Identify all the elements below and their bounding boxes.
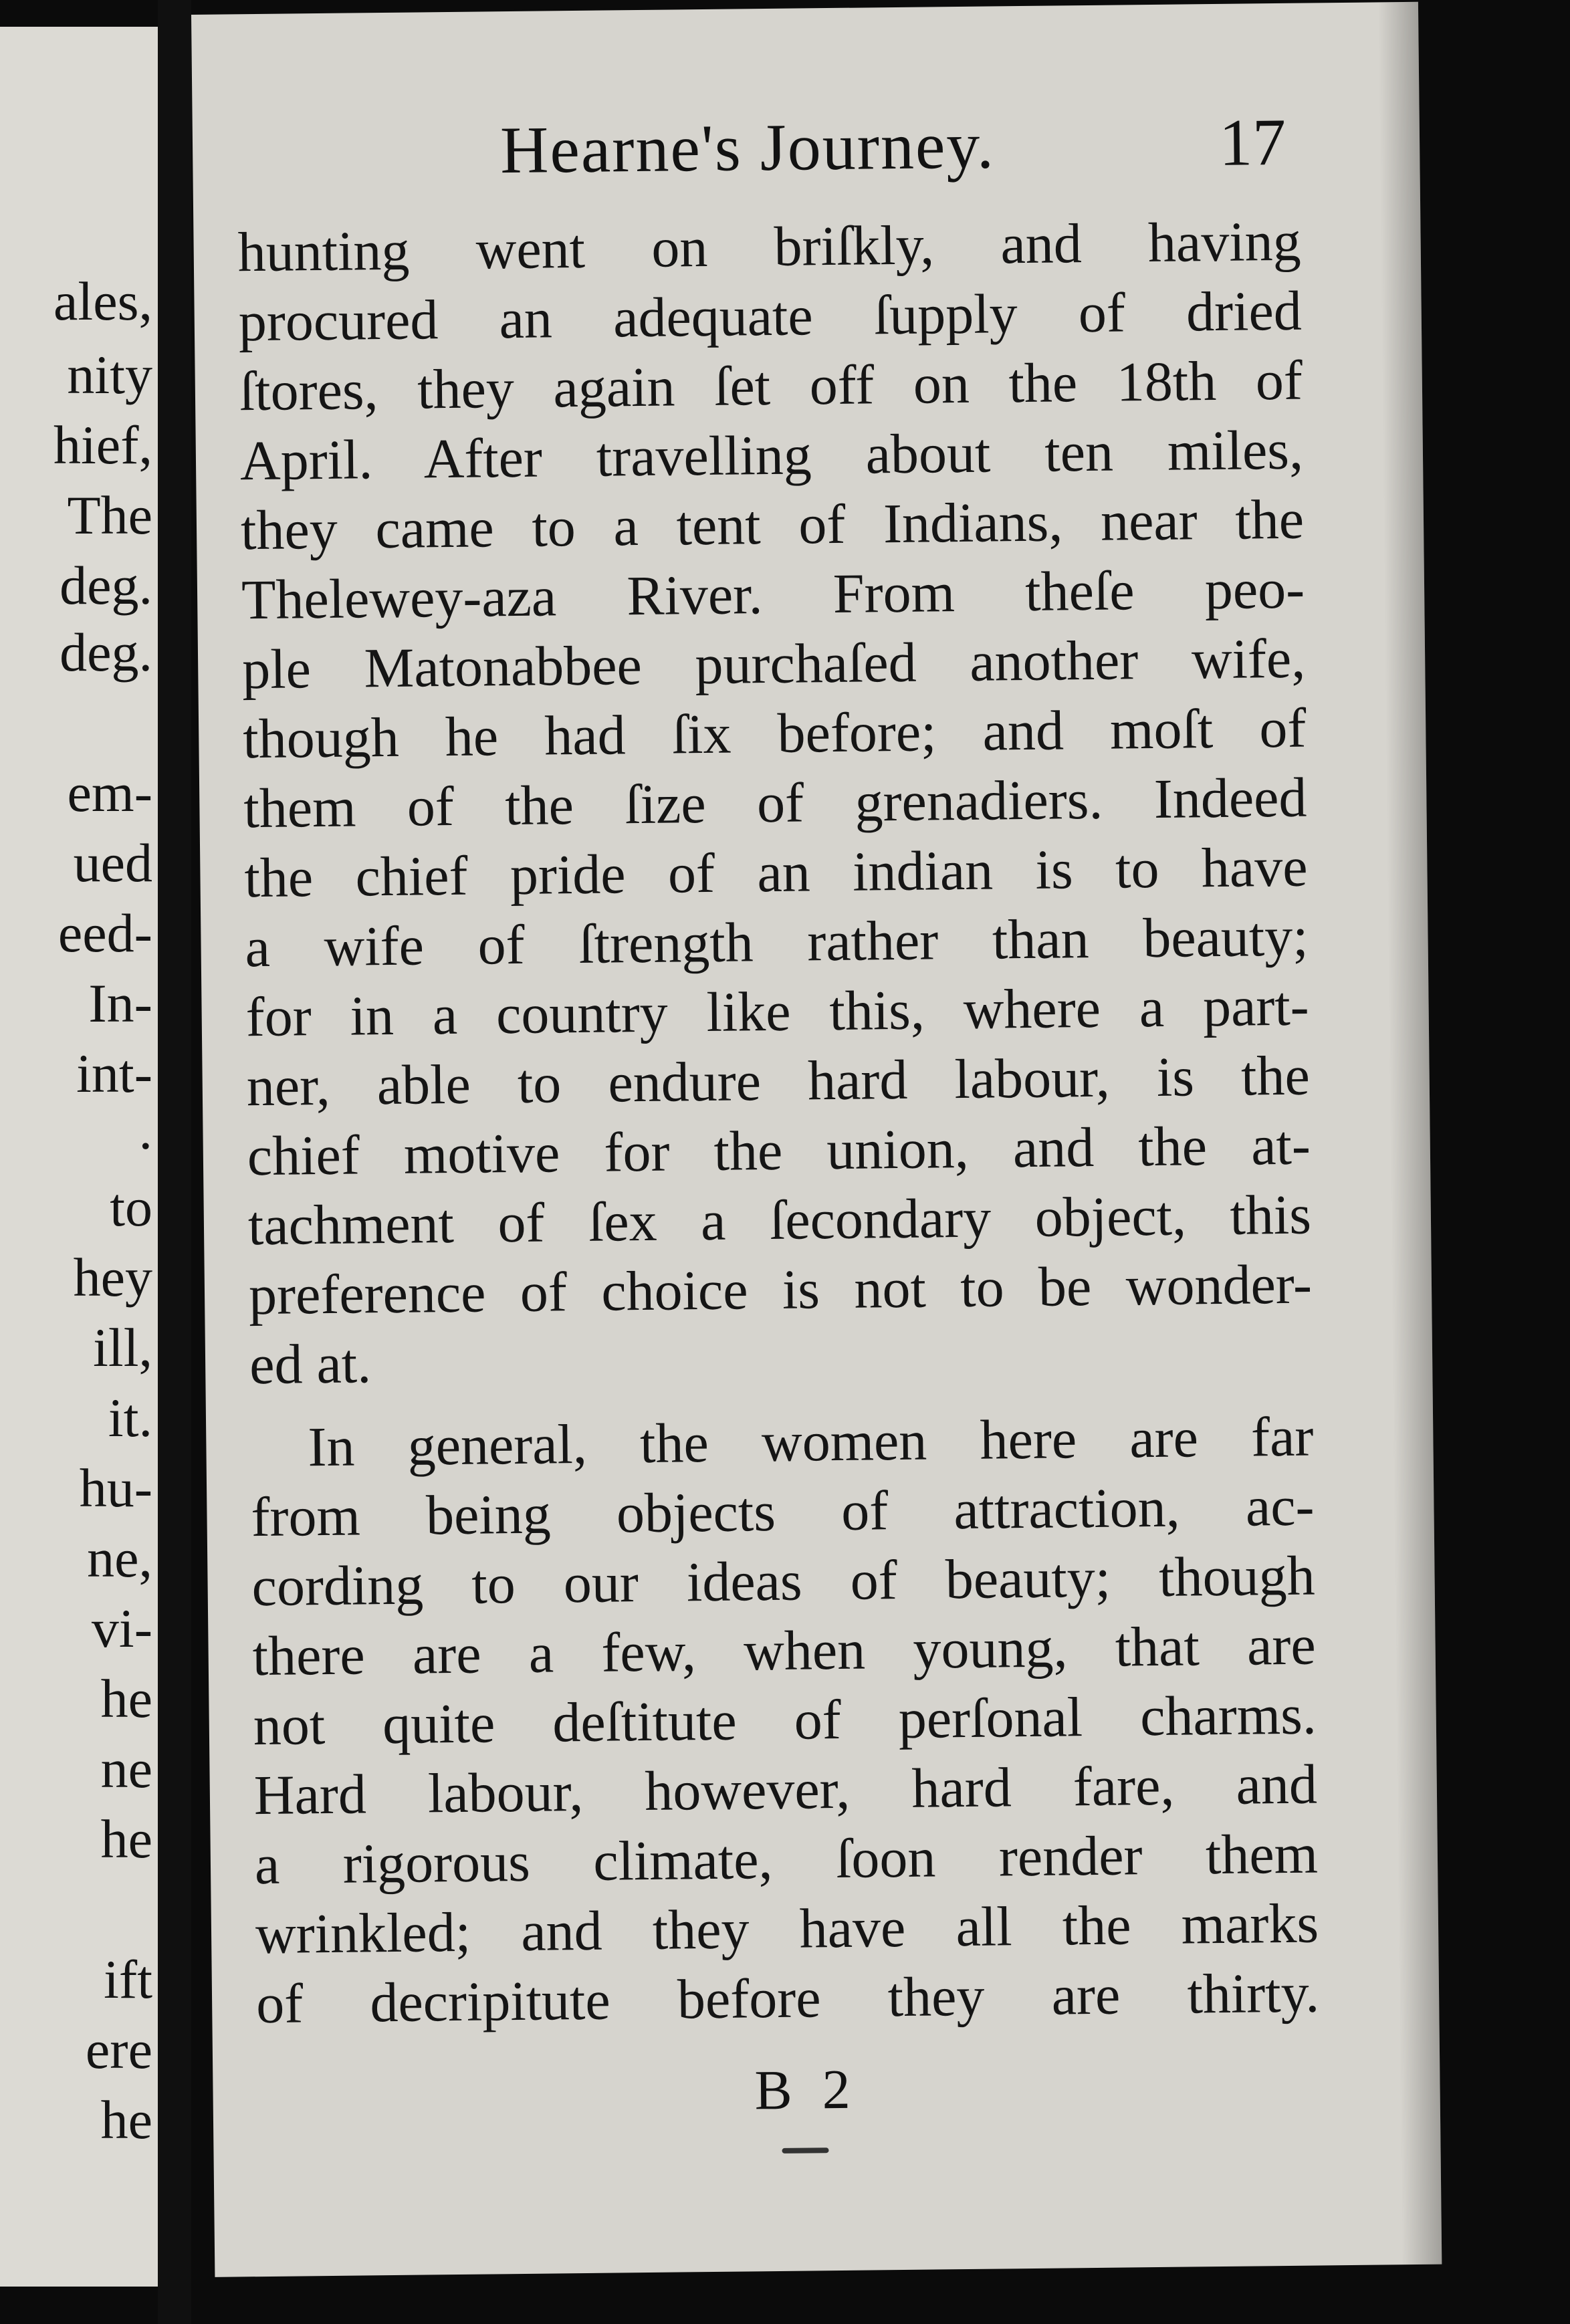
text-line: Hard labour, however, hard fare, and [253,1753,1318,1827]
text-line: the chief pride of an indian is to have [244,836,1308,910]
facing-page-line: ere [85,2019,152,2080]
facing-page-line: vi- [91,1598,152,1659]
text-line: In general, the women here are far [307,1405,1314,1479]
facing-page-line: hu- [79,1458,152,1518]
text-line: though he had ſix before; and moſt of [242,697,1307,771]
text-line: them of the ſize of grenadiers. Indeed [243,766,1307,840]
facing-page-line: ales, [53,271,152,332]
facing-page-line: ne, [87,1528,152,1589]
signature-mark: B 2 [754,2058,859,2122]
facing-page-line: nity [67,344,152,405]
text-line: ner, able to endure hard labour, is the [246,1044,1311,1119]
running-title: Hearne's Journey. [499,108,996,188]
text-line: a wife of ſtrength rather than beauty; [245,905,1309,979]
facing-page-line: em- [67,762,152,823]
facing-page-line: ill, [93,1317,152,1378]
facing-page-line: ne [100,1738,152,1799]
facing-page-fragment [0,27,158,2287]
paragraph [237,207,1353,1400]
text-line: procured an adequate ſupply of dried [238,279,1303,354]
page-edge-shadow [1378,2,1442,2264]
text-line: chief motive for the union, and the at- [247,1114,1311,1188]
page-number: 17 [1218,104,1286,180]
book-gutter [158,0,191,2324]
text-line: April. After travelling about ten miles, [239,419,1304,493]
facing-page-line: deg. [60,622,152,683]
facing-page-line: he [100,1668,152,1729]
page-body [237,207,1359,2039]
facing-page-line: it. [108,1387,152,1448]
text-line: ſtores, they again ſet off on the 18th of [239,349,1303,423]
text-line: from being objects of attraction, ac- [251,1475,1315,1549]
facing-page-line: ued [73,832,152,893]
facing-page-line: ift [104,1949,152,2010]
text-line: ed at. [249,1332,372,1397]
ornament-rule [782,2147,828,2154]
paragraph [250,1402,1360,2039]
facing-page-line: hey [73,1247,152,1308]
text-line: not quite deſtitute of perſonal charms. [253,1683,1317,1758]
page-header [500,102,1437,193]
text-line: of decripitute before they are thirty. [255,1962,1320,2036]
facing-page-line: The [67,485,152,546]
facing-page-line: eed- [58,903,152,963]
text-line: hunting went on briſkly, and having [237,210,1302,284]
text-line: a rigorous climate, ſoon render them [254,1823,1319,1897]
facing-page-line: In- [88,973,152,1034]
facing-page-line: deg. [60,555,152,616]
facing-page-line: . [138,1100,152,1161]
book-page [191,2,1442,2277]
text-line: wrinkled; and they have all the marks [255,1892,1319,1966]
text-line: ple Matonabbee purchaſed another wife, [241,627,1306,701]
text-line: for in a country like this, where a part- [245,975,1310,1049]
facing-page-line: hief, [53,415,152,475]
text-line: cording to our ideas of beauty; though [251,1544,1316,1619]
text-line: Thelewey-aza River. From theſe peo- [241,558,1305,632]
facing-page-line: to [110,1177,152,1238]
text-line: they came to a tent of Indians, near the [240,488,1305,562]
text-line: tachment of ſex a ſecondary object, this [247,1183,1312,1258]
facing-page-line: he [100,1809,152,1869]
text-line: preference of choice is not to be wonder- [248,1253,1313,1327]
facing-page-line: int- [76,1043,152,1104]
text-line: there are a few, when young, that are [252,1614,1317,1688]
facing-page-line: he [100,2089,152,2150]
